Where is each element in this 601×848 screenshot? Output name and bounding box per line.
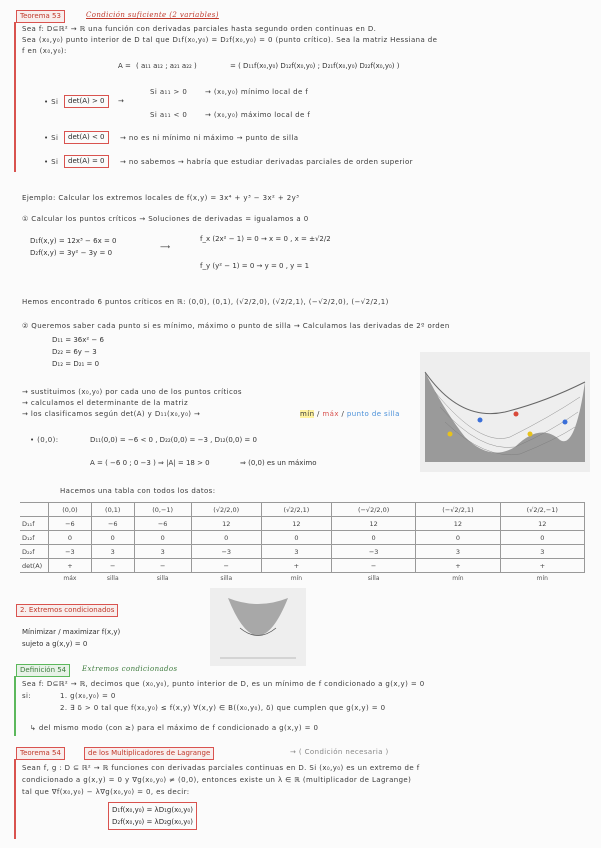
table-cell: 0 xyxy=(191,531,261,545)
example-title: Ejemplo: Calcular los extremos locales de f(x,y) = 3x⁴ + y³ − 3x² + 2y³ xyxy=(22,194,300,202)
d11: D₁₁ = 36x² − 6 xyxy=(52,336,104,344)
table-cell: − xyxy=(191,559,261,573)
note1: → sustituimos (x₀,y₀) por cada uno de los puntos críticos xyxy=(22,388,242,396)
table-cell: 12 xyxy=(331,517,415,531)
table-cell: 3 xyxy=(500,545,584,559)
table-class-empty xyxy=(20,573,49,584)
table-cell: 3 xyxy=(261,545,331,559)
table-class-cell: mín xyxy=(536,574,548,582)
table-cell: −6 xyxy=(49,517,92,531)
case3-prefix: • Si xyxy=(44,158,59,166)
table-row xyxy=(20,545,585,559)
theorem54-note: → ( Condición necesaria ) xyxy=(290,748,389,756)
case1a-result: → (x₀,y₀) mínimo local de f xyxy=(205,88,309,96)
table-cell: + xyxy=(416,559,500,573)
case1-box: det(A) > 0 xyxy=(64,95,109,108)
lagrange-eq2: D₂f(x₀,y₀) = λD₂g(x₀,y₀) xyxy=(112,818,193,826)
case1b-cond: Si a₁₁ < 0 xyxy=(150,111,188,119)
table-cell: − xyxy=(91,559,134,573)
theorem53-tag: Teorema 53 xyxy=(16,10,65,23)
def54-line2-prefix: si: xyxy=(22,692,32,700)
table-cell: + xyxy=(500,559,584,573)
table-header-cell: (0,0) xyxy=(49,503,92,517)
eval-point: • (0,0): xyxy=(30,436,59,444)
theorem53-line3: f en (x₀,y₀): xyxy=(22,47,67,55)
table-header-row xyxy=(20,503,585,517)
system-arrow: ⟶ xyxy=(160,243,171,251)
table-cell: 12 xyxy=(500,517,584,531)
problem-line2: sujeto a g(x,y) = 0 xyxy=(22,640,88,648)
table-cell: 12 xyxy=(261,517,331,531)
table-cell: + xyxy=(261,559,331,573)
max-point-marker xyxy=(514,412,519,417)
classification-table-body xyxy=(20,503,585,584)
def54-line1: Sea f: D⊆ℝ² → ℝ, decimos que (x₀,y₀), punto interior de D, es un mínimo de f condicionado a g(x,y) = 0 xyxy=(22,680,425,688)
theorem53-bar xyxy=(14,22,16,172)
table-class-cell: silla xyxy=(220,574,233,582)
system-left-1: D₁f(x,y) = 12x³ − 6x = 0 xyxy=(30,237,117,245)
table-row-label: det(A) xyxy=(20,559,49,573)
table-row xyxy=(20,559,585,573)
def54-line3: 2. ∃ δ > 0 tal que f(x₀,y₀) ≤ f(x,y) ∀(x,y) ∈ B((x₀,y₀), δ) que cumplen que g(x,y) = 0 xyxy=(60,704,386,712)
table-cell: 0 xyxy=(49,531,92,545)
case2-box: det(A) < 0 xyxy=(64,131,109,144)
system-right-1: f_x (2x² − 1) = 0 → x = 0 , x = ±√2/2 xyxy=(200,235,331,243)
matrix-b: = ( D₁₁f(x₀,y₀) D₁₂f(x₀,y₀) ; D₂₁f(x₀,y₀) D₂₂f(x₀,y₀) ) xyxy=(230,62,400,70)
matrix-a: ( a₁₁ a₁₂ ; a₂₁ a₂₂ ) xyxy=(136,62,197,70)
table-class-cell: silla xyxy=(156,574,169,582)
table-row-label: D₁₁f xyxy=(20,517,49,531)
problem-line1: Mínimizar / maximizar f(x,y) xyxy=(22,628,121,636)
table-cell: 3 xyxy=(416,545,500,559)
table-header-cell: (0,−1) xyxy=(134,503,191,517)
classification-table xyxy=(20,502,585,583)
note2: → calculamos el determinante de la matriz xyxy=(22,399,189,407)
lagrange-box xyxy=(108,802,197,830)
table-header-cell: (√2/2,−1) xyxy=(500,503,584,517)
case3-result: → no sabemos → habría que estudiar derivadas parciales de orden superior xyxy=(120,158,413,166)
d22: D₂₂ = 6y − 3 xyxy=(52,348,97,356)
table-row xyxy=(20,517,585,531)
case1b-result: → (x₀,y₀) máximo local de f xyxy=(205,111,311,119)
eval-values: D₁₁(0,0) = −6 < 0 , D₂₂(0,0) = −3 , D₁₂(0,0) = 0 xyxy=(90,436,257,444)
case1-arrow: → xyxy=(118,97,125,105)
table-class-cell: mín xyxy=(452,574,464,582)
table-class-cell: silla xyxy=(106,574,119,582)
theorem54-line2: condicionado a g(x,y) = 0 y ∇g(x₀,y₀) ≠ (0,0), entonces existe un λ ∈ ℝ (multiplicador de Lagrange) xyxy=(22,776,412,784)
theorem53-line1: Sea f: D⊆ℝ² → ℝ una función con derivadas parciales hasta segundo orden continuas en D. xyxy=(22,25,377,33)
section2-tag: 2. Extremos condicionados xyxy=(16,604,118,617)
def54-bar xyxy=(14,676,16,736)
system-left-2: D₂f(x,y) = 3y² − 3y = 0 xyxy=(30,249,113,257)
paraboloid-plot xyxy=(210,588,306,666)
table-cell: 3 xyxy=(91,545,134,559)
eval-result: ⇒ (0,0) es un máximo xyxy=(240,459,317,467)
table-cell: 12 xyxy=(191,517,261,531)
theorem54-tag: Teorema 54 xyxy=(16,747,65,760)
surface-plot xyxy=(420,352,590,472)
table-header-cell: (√2/2,1) xyxy=(261,503,331,517)
note3-highlights: mín / máx / punto de silla xyxy=(300,410,400,418)
theorem54-bar xyxy=(14,759,16,839)
table-cell: 3 xyxy=(134,545,191,559)
table-cell: −3 xyxy=(331,545,415,559)
saddle-point-marker xyxy=(478,418,483,423)
case2-result: → no es ni mínimo ni máximo → punto de silla xyxy=(120,134,299,142)
table-class-row xyxy=(20,573,585,584)
table-cell: − xyxy=(331,559,415,573)
def54-line4: ↳ del mismo modo (con ≥) para el máximo de f condicionado a g(x,y) = 0 xyxy=(30,724,319,732)
theorem53-line2: Sea (x₀,y₀) punto interior de D tal que D₁f(x₀,y₀) = D₂f(x₀,y₀) = 0 (punto crítico). Sea la matriz Hessiana de xyxy=(22,36,438,44)
table-cell: 0 xyxy=(331,531,415,545)
case2-prefix: • Si xyxy=(44,134,59,142)
def54-line2: 1. g(x₀,y₀) = 0 xyxy=(60,692,116,700)
system-right-2: f_y (y² − 1) = 0 → y = 0 , y = 1 xyxy=(200,262,310,270)
table-cell: −6 xyxy=(91,517,134,531)
table-class-cell: silla xyxy=(367,574,380,582)
case1-prefix: • Si xyxy=(44,98,59,106)
table-class-cell: máx xyxy=(63,574,77,582)
eval-matrix: A = ( −6 0 ; 0 −3 ) ⇒ |A| = 18 > 0 xyxy=(90,459,210,467)
highlight-saddle: punto de silla xyxy=(346,410,400,418)
table-header-cell: (0,1) xyxy=(91,503,134,517)
table-caption: Hacemos una tabla con todos los datos: xyxy=(60,487,216,495)
def54-title: Extremos condicionados xyxy=(82,665,178,673)
theorem53-title: Condición suficiente (2 variables) xyxy=(86,11,219,19)
table-cell: − xyxy=(134,559,191,573)
table-cell: 0 xyxy=(261,531,331,545)
note3: → los clasificamos según det(A) y D₁₁(x₀,y₀) → xyxy=(22,410,201,418)
case1a-cond: Si a₁₁ > 0 xyxy=(150,88,188,96)
d12: D₁₂ = D₂₁ = 0 xyxy=(52,360,100,368)
theorem54-line3: tal que ∇f(x₀,y₀) − λ∇g(x₀,y₀) = 0, es decir: xyxy=(22,788,190,796)
table-cell: 0 xyxy=(134,531,191,545)
table-cell: −6 xyxy=(134,517,191,531)
table-cell: 0 xyxy=(416,531,500,545)
def54-tag: Definición 54 xyxy=(16,664,70,677)
table-corner-cell xyxy=(20,503,49,517)
table-row xyxy=(20,531,585,545)
min-point-marker-2 xyxy=(448,432,453,437)
theorem54-title: de los Multiplicadores de Lagrange xyxy=(84,747,214,760)
theorem54-line1: Sean f, g : D ⊆ ℝ² → ℝ funciones con derivadas parciales continuas en D. Si (x₀,y₀) es un extremo de f xyxy=(22,764,420,772)
table-cell: −3 xyxy=(191,545,261,559)
table-header-cell: (−√2/2,1) xyxy=(416,503,500,517)
highlight-min: mín xyxy=(300,410,315,418)
example-step1: ① Calcular los puntos críticos → Soluciones de derivadas = igualamos a 0 xyxy=(22,215,309,223)
table-cell: 0 xyxy=(91,531,134,545)
critical-points: Hemos encontrado 6 puntos críticos en ℝ: (0,0), (0,1), (√2/2,0), (√2/2,1), (−√2/2,0), (−√2/2,1) xyxy=(22,298,389,306)
table-header-cell: (−√2/2,0) xyxy=(331,503,415,517)
table-row-label: D₂₂f xyxy=(20,545,49,559)
table-cell: 0 xyxy=(500,531,584,545)
case3-box: det(A) = 0 xyxy=(64,155,109,168)
table-class-cell: mín xyxy=(290,574,303,582)
table-cell: 12 xyxy=(416,517,500,531)
table-row-label: D₁₂f xyxy=(20,531,49,545)
highlight-max: máx xyxy=(322,410,339,418)
saddle-point-marker-2 xyxy=(563,420,568,425)
table-cell: + xyxy=(49,559,92,573)
min-point-marker xyxy=(528,432,533,437)
matrix-label: A = xyxy=(118,62,131,70)
table-header-cell: (√2/2,0) xyxy=(191,503,261,517)
lagrange-eq1: D₁f(x₀,y₀) = λD₁g(x₀,y₀) xyxy=(112,806,193,814)
example-step2: ② Queremos saber cada punto si es mínimo, máximo o punto de silla → Calculamos las derivadas de 2º orden xyxy=(22,322,450,330)
table-cell: −3 xyxy=(49,545,92,559)
